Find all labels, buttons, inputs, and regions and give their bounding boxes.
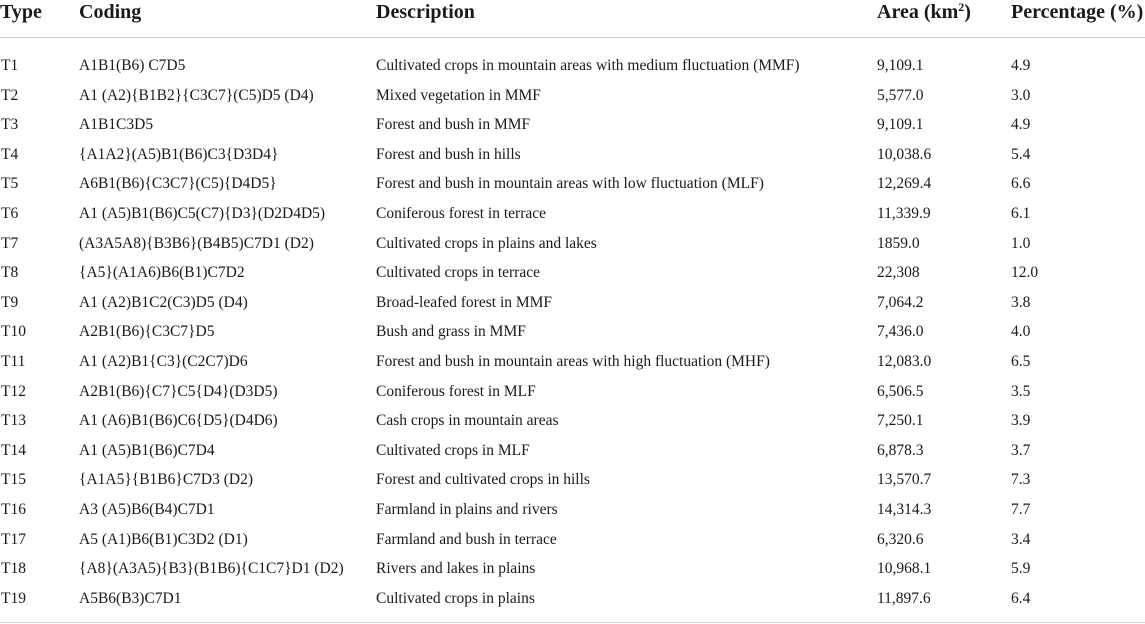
cell-coding: {A1A2}(A5)B1(B6)C3{D3D4} [79,145,279,163]
cell-percentage: 1.0 [1011,234,1031,252]
cell-description: Coniferous forest in MLF [376,382,536,400]
cell-area: 6,878.3 [877,441,924,459]
cell-description: Broad-leafed forest in MMF [376,293,553,311]
table-row [0,495,1145,525]
table-row [0,554,1145,584]
table-row [0,347,1145,377]
cell-type: T6 [1,204,19,222]
cell-percentage: 4.0 [1011,323,1031,341]
cell-description: Bush and grass in MMF [376,323,526,341]
cell-coding: A5 (A1)B6(B1)C3D2 (D1) [79,530,248,548]
cell-area: 7,064.2 [877,293,924,311]
cell-area: 1859.0 [877,234,920,252]
table-row [0,140,1145,170]
cell-percentage: 3.4 [1011,530,1031,548]
header-area-close: ) [964,1,971,23]
cell-coding: {A8}(A3A5){B3}(B1B6){C1C7}D1 (D2) [79,560,344,578]
table-bottom-divider [0,622,1145,623]
cell-description: Cultivated crops in terrace [376,264,540,282]
cell-type: T8 [1,264,19,282]
cell-description: Forest and bush in mountain areas with low fluctuation (MLF) [376,175,764,193]
cell-area: 6,506.5 [877,382,924,400]
cell-percentage: 3.7 [1011,441,1031,459]
table-row [0,436,1145,466]
table-row [0,584,1145,614]
cell-description: Rivers and lakes in plains [376,560,536,578]
cell-description: Cash crops in mountain areas [376,412,559,430]
cell-coding: A2B1(B6){C7}C5{D4}(D3D5) [79,382,278,400]
header-coding: Coding [79,1,142,23]
cell-description: Farmland and bush in terrace [376,530,557,548]
cell-coding: A1 (A2){B1B2}{C3C7}(C5)D5 (D4) [79,86,314,104]
cell-description: Forest and bush in MMF [376,116,531,134]
cell-coding: A5B6(B3)C7D1 [79,589,182,607]
cell-description: Cultivated crops in plains and lakes [376,234,597,252]
cell-description: Mixed vegetation in MMF [376,86,541,104]
cell-coding: {A5}(A1A6)B6(B1)C7D2 [79,264,245,282]
cell-area: 11,339.9 [877,204,931,222]
table-row [0,406,1145,436]
cell-area: 12,083.0 [877,352,932,370]
cell-description: Cultivated crops in MLF [376,441,530,459]
cell-type: T18 [1,560,26,578]
header-area-superscript: 2 [958,0,965,14]
cell-coding: A3 (A5)B6(B4)C7D1 [79,500,215,518]
cell-area: 5,577.0 [877,86,924,104]
cell-description: Forest and bush in hills [376,145,521,163]
table-header [0,0,1145,38]
cell-type: T19 [1,589,26,607]
table-row [0,377,1145,407]
cell-area: 7,250.1 [877,412,924,430]
cell-type: T15 [1,471,26,489]
cell-percentage: 6.4 [1011,589,1031,607]
header-description: Description [376,1,475,23]
table-row [0,51,1145,81]
cell-coding: A6B1(B6){C3C7}(C5){D4D5} [79,175,277,193]
cell-type: T5 [1,175,19,193]
cell-coding: A1 (A5)B1(B6)C7D4 [79,441,215,459]
table-row [0,169,1145,199]
cell-percentage: 12.0 [1011,264,1039,282]
cell-coding: A2B1(B6){C3C7}D5 [79,323,215,341]
cell-type: T10 [1,323,26,341]
cell-area: 7,436.0 [877,323,924,341]
cell-percentage: 5.4 [1011,145,1031,163]
cell-type: T13 [1,412,26,430]
cell-area: 22,308 [877,264,920,282]
cell-coding: {A1A5}{B1B6}C7D3 (D2) [79,471,253,489]
cell-area: 14,314.3 [877,500,932,518]
cell-area: 11,897.6 [877,589,931,607]
cell-percentage: 7.3 [1011,471,1031,489]
cell-percentage: 4.9 [1011,116,1031,134]
cell-percentage: 3.9 [1011,412,1031,430]
cell-type: T9 [1,293,19,311]
header-type: Type [0,1,42,23]
cell-area: 13,570.7 [877,471,932,489]
cell-description: Forest and cultivated crops in hills [376,471,590,489]
cell-type: T2 [1,86,19,104]
cell-coding: A1 (A2)B1{C3}(C2C7)D6 [79,352,248,370]
cell-coding: A1B1(B6) C7D5 [79,57,186,74]
header-divider [0,37,1145,38]
cell-type: T12 [1,382,26,400]
cell-percentage: 3.0 [1011,86,1031,104]
cell-area: 9,109.1 [877,57,924,74]
cell-type: T17 [1,530,26,548]
table-body [0,51,1145,613]
cell-type: T14 [1,441,26,459]
cell-area: 12,269.4 [877,175,932,193]
table-row [0,81,1145,111]
cell-area: 10,038.6 [877,145,932,163]
cell-percentage: 7.7 [1011,500,1031,518]
cell-description: Farmland in plains and rivers [376,500,558,518]
cell-percentage: 5.9 [1011,560,1031,578]
header-area-label: Area (km [877,1,959,23]
cell-coding: A1 (A5)B1(B6)C5(C7){D3}(D2D4D5) [79,204,326,222]
cell-type: T7 [1,234,19,252]
cell-description: Forest and bush in mountain areas with high fluctuation (MHF) [376,352,770,370]
header-area [877,0,971,24]
cell-description: Coniferous forest in terrace [376,204,547,222]
table-row [0,199,1145,229]
table-row [0,465,1145,495]
table-row [0,258,1145,288]
table-row [0,288,1145,318]
cell-coding: A1 (A6)B1(B6)C6{D5}(D4D6) [79,412,278,430]
cell-area: 9,109.1 [877,116,924,134]
table-row [0,525,1145,555]
cell-type: T1 [1,57,19,74]
table-row [0,317,1145,347]
cell-percentage: 6.5 [1011,352,1031,370]
cell-percentage: 3.8 [1011,293,1031,311]
cell-description: Cultivated crops in plains [376,589,535,607]
cell-description: Cultivated crops in mountain areas with medium fluctuation (MMF) [376,57,800,74]
cell-coding: A1 (A2)B1C2(C3)D5 (D4) [79,293,248,311]
header-percentage: Percentage (%) [1011,1,1144,23]
cell-coding: (A3A5A8){B3B6}(B4B5)C7D1 (D2) [79,234,314,252]
cell-type: T3 [1,116,19,134]
cell-type: T11 [1,352,26,370]
cell-type: T16 [1,500,26,518]
cell-type: T4 [1,145,19,163]
table-row [0,229,1145,259]
cell-area: 10,968.1 [877,560,932,578]
cell-percentage: 4.9 [1011,57,1031,74]
cell-percentage: 6.6 [1011,175,1031,193]
cell-percentage: 3.5 [1011,382,1031,400]
cell-coding: A1B1C3D5 [79,116,154,134]
cell-percentage: 6.1 [1011,204,1031,222]
table-row [0,110,1145,140]
cell-area: 6,320.6 [877,530,924,548]
